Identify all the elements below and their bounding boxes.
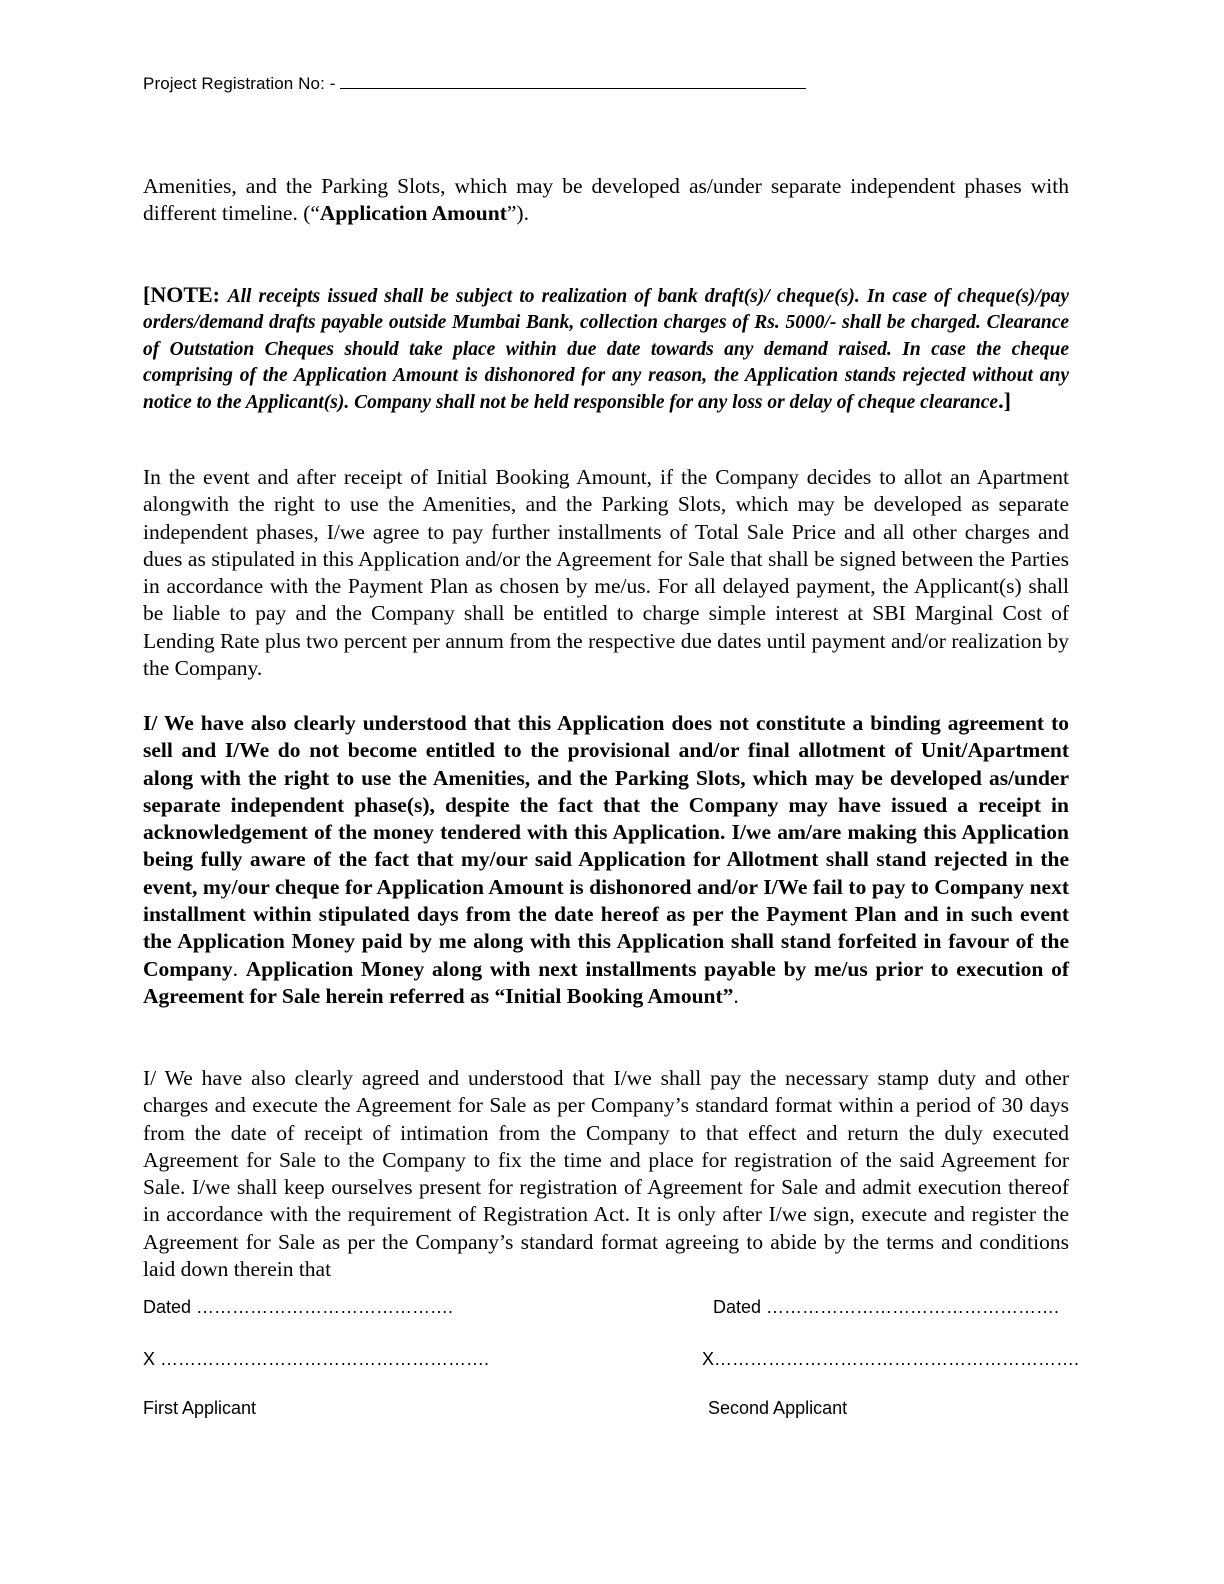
first-applicant-dated-field[interactable]: Dated …………………………………….	[143, 1297, 454, 1317]
project-registration-blank-field[interactable]	[340, 72, 806, 89]
note-close: .]	[998, 388, 1011, 414]
note-label: [NOTE:	[143, 282, 220, 307]
paragraph-application-amount	[143, 173, 1069, 228]
p3-dot-1: .	[232, 956, 246, 981]
note-paragraph	[143, 282, 1069, 415]
first-applicant-signature-field[interactable]: X ……………………………………………….	[143, 1349, 490, 1369]
paragraph-understanding	[143, 710, 1069, 1010]
first-applicant-label: First Applicant	[143, 1398, 257, 1418]
second-applicant-signature-field[interactable]: X…………………………………………………….	[702, 1349, 1080, 1369]
paragraph-installments: In the event and after receipt of Initial Booking Amount, if the Company decides to allot an Apartment alongwith the right to use the Amenities, and the Parking Slots, which may be developed as separate independent phases, I/we agree to pay further installments of Total Sale Price and all other charges and dues as stipulated in this Application and/or the Agreement for Sale that shall be signed between the Parties in accordance with the Payment Plan as chosen by me/us. For all delayed payment, the Applicant(s) shall be liable to pay and the Company shall be entitled to charge simple interest at SBI Marginal Cost of Lending Rate plus two percent per annum from the respective due dates until payment and/or realization by the Company.	[143, 465, 1069, 681]
p1-end: ”).	[506, 201, 529, 226]
paragraph-stamp-duty: I/ We have also clearly agreed and understood that I/we shall pay the necessary stamp duty and other charges and execute the Agreement for Sale as per Company’s standard format within a period of 30 days from the date of receipt of intimation from the Company to that effect and return the duly executed Agreement for Sale to the Company to fix the time and place for registration of the said Agreement for Sale. I/we shall keep ourselves present for registration of Agreement for Sale and admit execution thereof in accordance with the requirement of Registration Act. It is only after I/we sign, execute and register the Agreement for Sale as per the Company’s standard format agreeing to abide by the terms and conditions laid down therein that	[143, 1066, 1069, 1282]
p3-dot-2: .	[733, 983, 739, 1008]
p3-text-a: I/ We have also clearly understood that this Application does not constitute a binding agreement to sell and I/We do not become entitled to the provisional and/or final allotment of Unit/Apartment along with the right to use the Amenities, and the Parking Slots, which may be developed as/under separate independent phase(s), despite the fact that the Company may have issued a receipt in acknowledgement of the money tendered with this Application. I/we am/are making this Application being fully aware of the fact that my/our said Application for Allotment shall stand rejected in the event, my/our cheque for Application Amount is dishonored and/or I/We fail to pay to Company next installment within stipulated days from the date hereof as per the Payment Plan and in such event the Application Money paid by me along with this Application shall stand forfeited in favour of the Company	[143, 711, 1069, 981]
p3-text-b: Application Money along with next installments payable by me/us prior to execution of Agreement for Sale herein referred as “Initial Booking Amount”	[143, 956, 1070, 1008]
project-registration-header	[143, 72, 806, 94]
p1-text: Amenities, and the Parking Slots, which may be developed as/under separate independent phases with different timeline. (“	[143, 174, 1069, 226]
note-text: All receipts issued shall be subject to realization of bank draft(s)/ cheque(s). In case of cheque(s)/pay orders/demand drafts payable outside Mumbai Bank, collection charges of Rs. 5000/- shall be charged. Clearance of Outstation Cheques should take place within due date towards any demand raised. In case the cheque comprising of the Application Amount is dishonored for any reason, the Application stands rejected without any notice to the Applicant(s). Company shall not be held responsible for any loss or delay of cheque clearance	[143, 286, 1069, 414]
second-applicant-label: Second Applicant	[708, 1398, 848, 1418]
project-registration-label: Project Registration No: -	[143, 74, 336, 93]
second-applicant-dated-field[interactable]: Dated ………………………………………….	[713, 1297, 1060, 1317]
p1-bold-term: Application Amount	[319, 201, 507, 226]
